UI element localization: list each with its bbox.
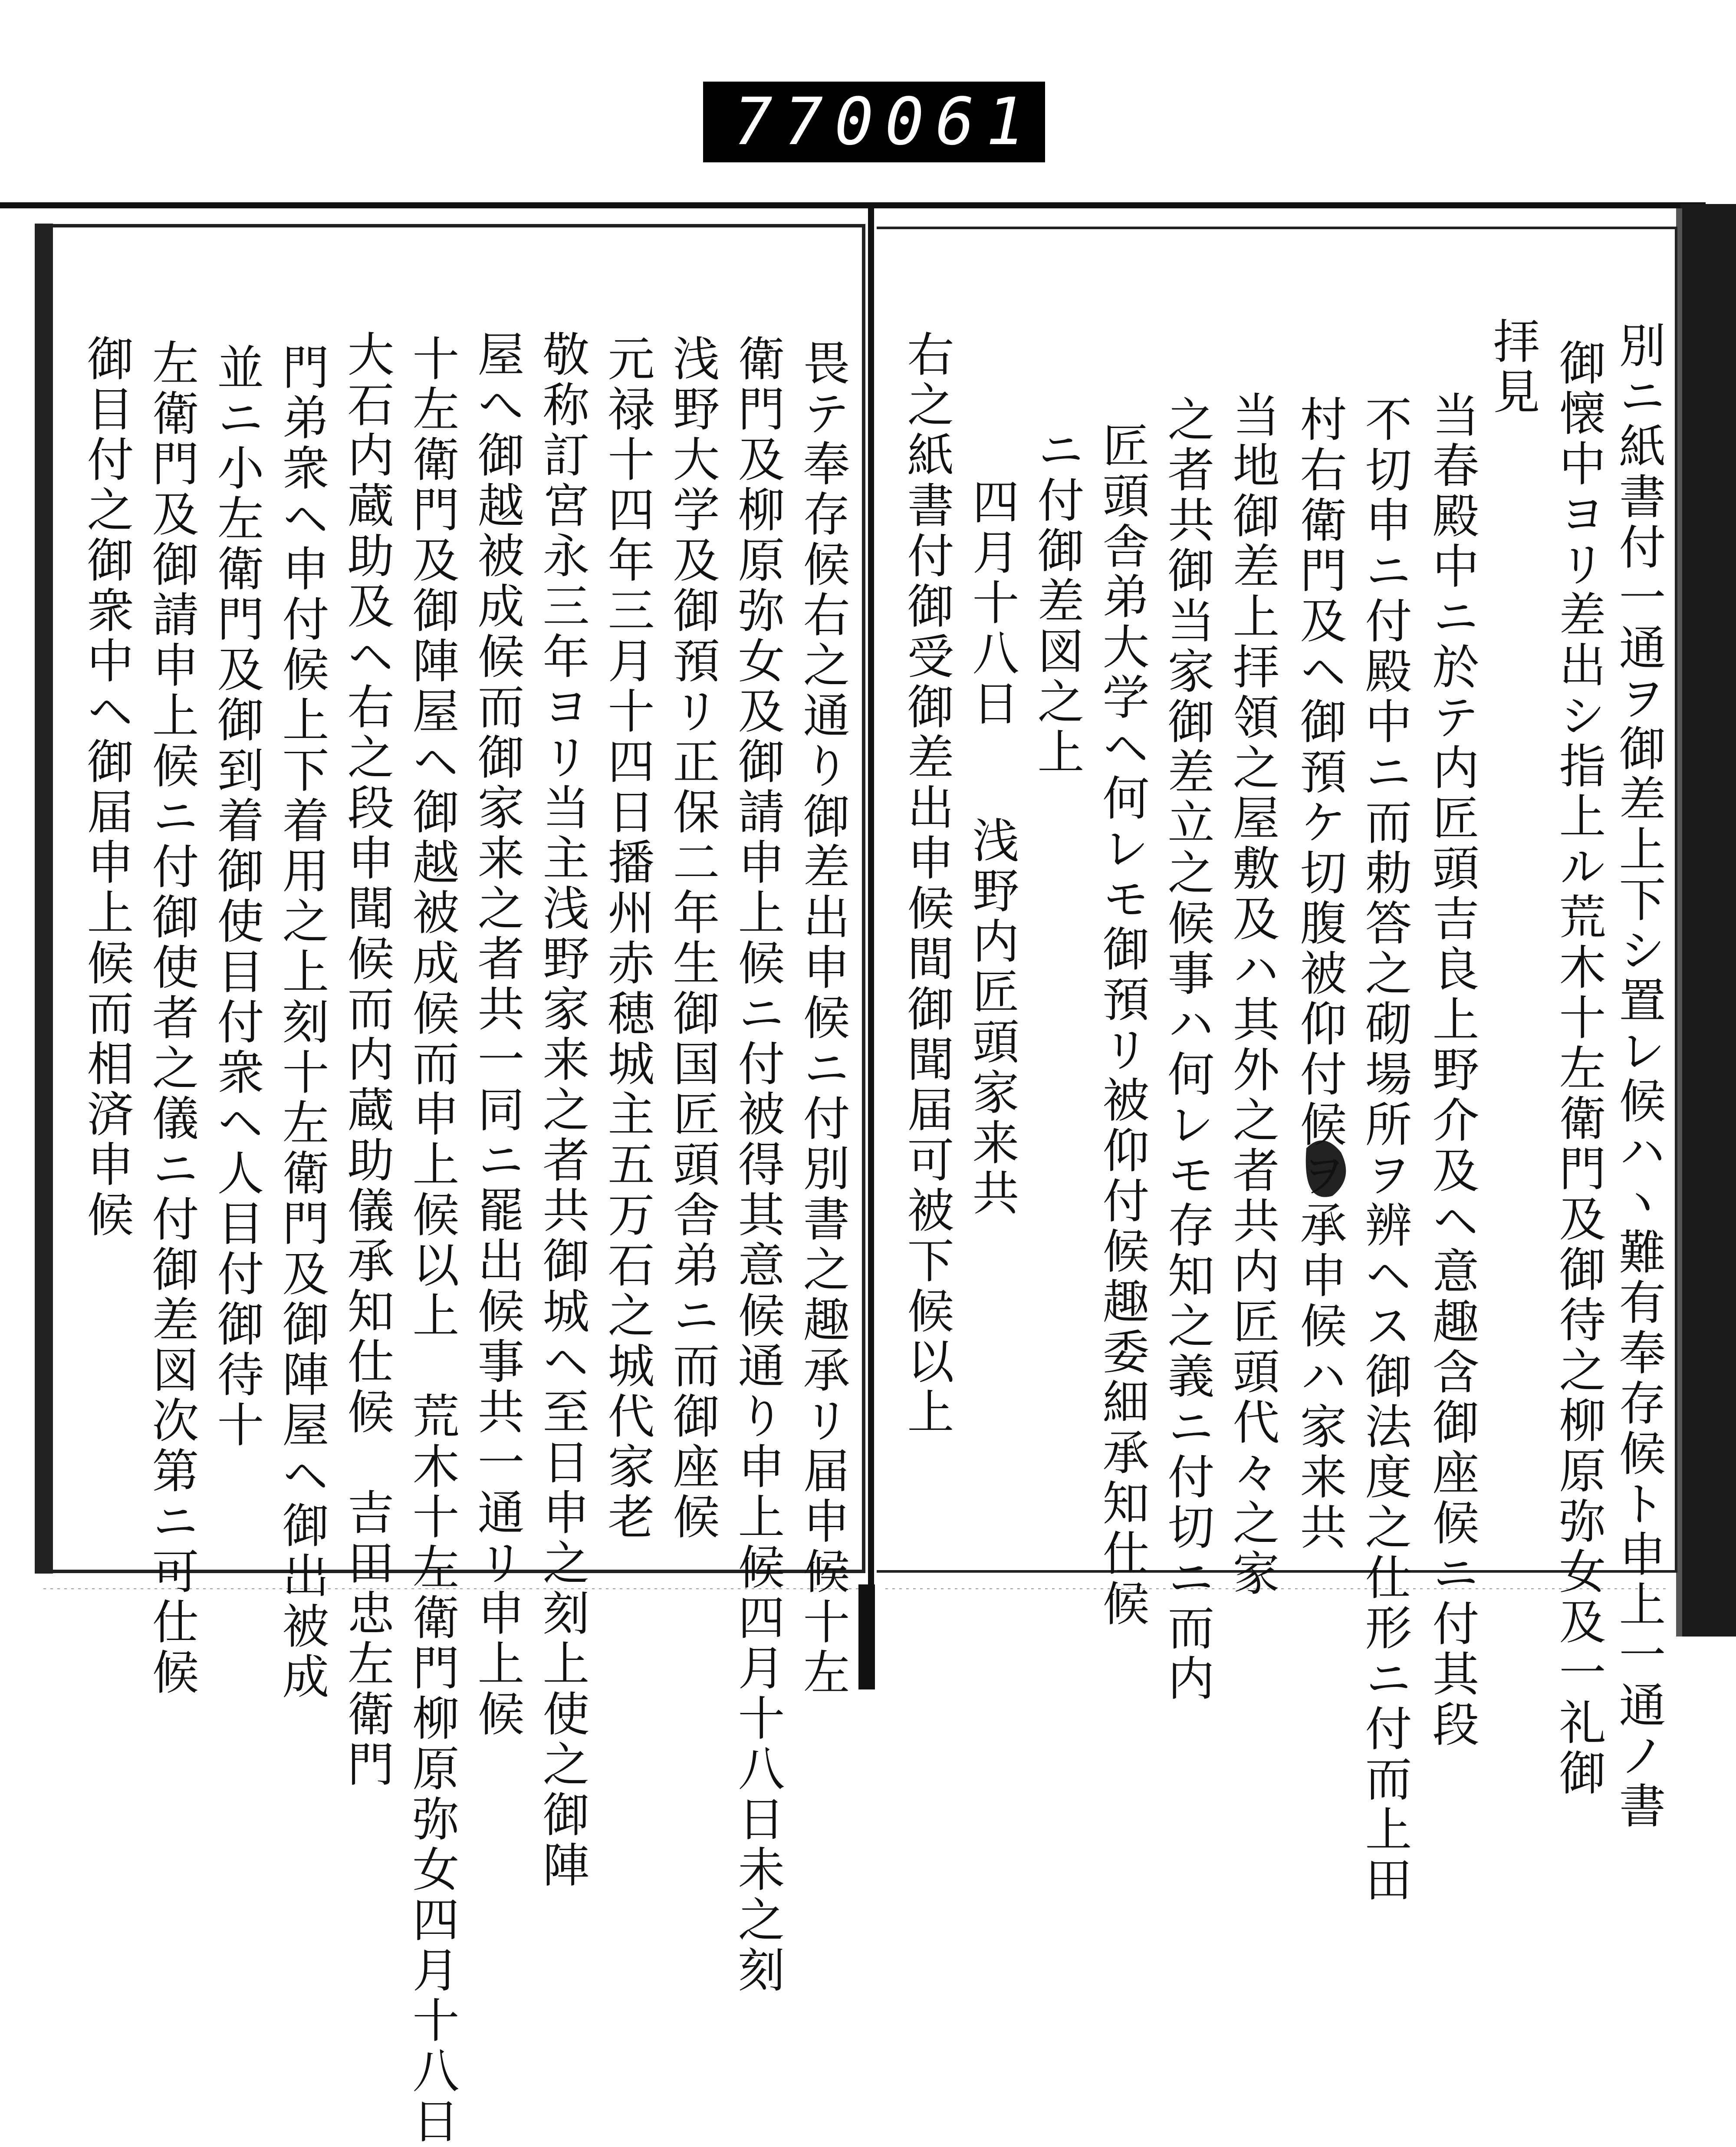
- right-col-9: 匠頭舎弟大学ヘ何レモ御預リ被仰付候趣委細承知仕候: [1095, 421, 1149, 1630]
- left-col-5: 敬称訂宮永三年ヨリ当主浅野家来之者共御城ヘ至日申之刻上使之御陣: [535, 330, 589, 1891]
- left-col-4: 元禄十四年三月十四日播州赤穂城主五万石之城代家老: [600, 334, 654, 1543]
- left-col-6: 屋へ御越被成候而御家来之者共一同ニ罷出候事共一通リ申上候: [470, 330, 524, 1740]
- left-col-11: 左衛門及御請申上候ニ付御使者之儀ニ付御差図次第ニ可仕候: [144, 339, 198, 1698]
- right-col-2: 御懐中ヨリ差出シ指上ル荒木十左衛門及御待之柳原弥女及一礼御: [1551, 339, 1605, 1799]
- reference-label: [703, 82, 1045, 162]
- right-col-6: 村右衛門及ヘ御預ケ切腹被仰付候ヲ承申候ハ家来共: [1292, 395, 1346, 1553]
- left-col-9: 門弟衆ヘ申付候上下着用之上刻十左衛門及御陣屋ヘ御出被成: [274, 343, 329, 1702]
- right-col-11: 四月十八日: [964, 477, 1019, 729]
- right-col-3: 拝見: [1485, 317, 1539, 418]
- left-col-7: 十左衛門及御陣屋ヘ御越被成候而申上候以上 荒木十左衛門柳原弥女四月十八日: [404, 334, 459, 2147]
- right-col-1: 別ニ紙書付一通ヲ御差上下シ置レ候ハヽ難有奉存候ト申上一通ノ書: [1611, 321, 1665, 1832]
- right-col-12: 浅野内匠頭家来共: [964, 816, 1019, 1219]
- right-col-10: ニ付御差図之上: [1029, 425, 1084, 778]
- left-col-8: 大石内蔵助及ヘ右之段申聞候而内蔵助儀承知仕候 吉田忠左衛門: [339, 330, 394, 1790]
- left-col-2: 衛門及柳原弥女及御請申上候ニ付被得其意候通り申上候四月十八日未之刻: [730, 334, 784, 1996]
- left-col-3: 浅野大学及御預リ正保二年生御国匠頭舎弟ニ而御座候: [665, 334, 719, 1543]
- binding-bar: [0, 202, 1706, 208]
- left-page-edge: [35, 224, 53, 1574]
- right-col-13: 右之紙書付御受御差出申候間御聞届可被下候以上: [899, 330, 953, 1438]
- right-col-8: 之者共御当家御差立之候事ハ何レモ存知之義ニ付切ニ而内: [1160, 395, 1214, 1704]
- gutter-stub: [858, 1584, 875, 1689]
- left-col-10: 並ニ小左衛門及御到着御使目付衆ヘ人目付御待十: [209, 343, 263, 1451]
- reference-page: 061: [884, 84, 1036, 160]
- right-col-5: 不切申ニ付殿中ニ而勅答之砌場所ヲ辨ヘス御法度之仕形ニ付而上田: [1357, 395, 1411, 1906]
- center-gutter: [868, 208, 874, 1689]
- left-col-12: 御目付之御衆中ヘ御届申上候而相済申候: [79, 334, 133, 1241]
- right-col-4: 当春殿中ニ於テ内匠頭吉良上野介及ヘ意趣含御座候ニ付其段: [1424, 391, 1479, 1750]
- right-col-7: 当地御差上拝領之屋敷及ハ其外之者共内匠頭代々之家: [1225, 391, 1279, 1599]
- left-col-1: 畏テ奉存候右之通り御差出申候ニ付別書之趣承リ届申候十左: [795, 339, 849, 1698]
- right-spine: [1680, 204, 1736, 1637]
- reference-volume: 770: [733, 84, 885, 160]
